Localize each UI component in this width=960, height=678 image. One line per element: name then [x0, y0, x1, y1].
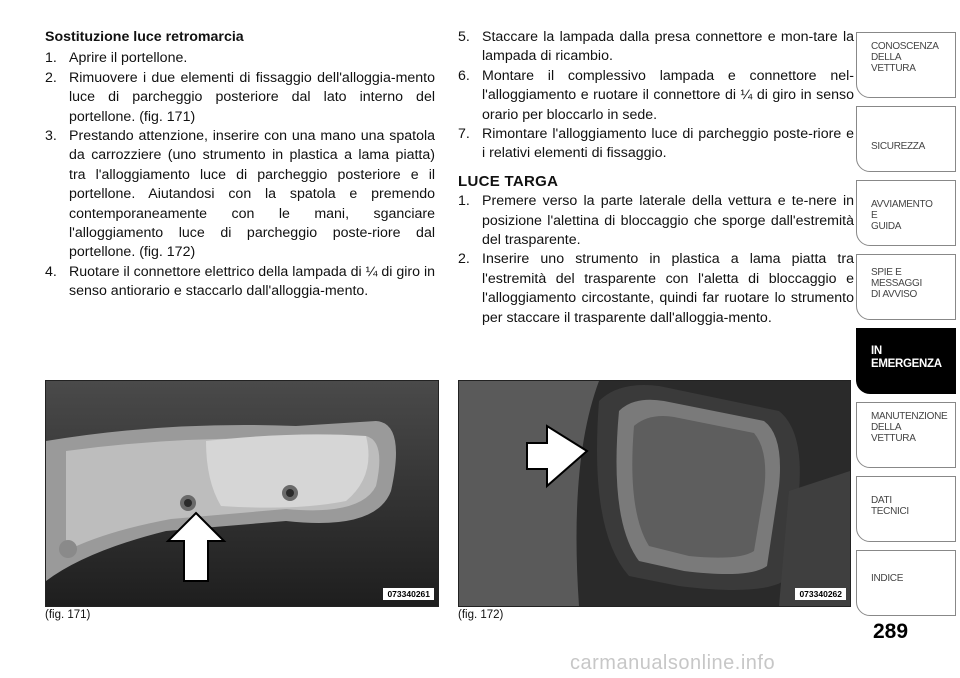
- figure-172-photo: [458, 380, 851, 607]
- step-text: Rimuovere i due elementi di fissaggio dell'alloggia-mento luce di parcheggio posteriore dal lato interno del portellone. (fig. 171): [69, 69, 435, 125]
- tab-label-line: MESSAGGI: [871, 278, 922, 289]
- step-text: Montare il complessivo lampada e connettore nel-l'alloggiamento e ruotare il connettore di ¼ di giro in senso orario per bloccarlo in sede.: [482, 67, 854, 123]
- tab-label-line: TECNICI: [871, 506, 909, 517]
- step-text: Rimontare l'alloggiamento luce di parcheggio poste-riore e i relativi elementi di fissaggio.: [482, 126, 854, 162]
- step-number: 3.: [45, 128, 57, 145]
- tab-label-line: DATI: [871, 495, 892, 506]
- tab-conoscenza-vettura[interactable]: [856, 32, 956, 98]
- step-number: 6.: [458, 67, 470, 84]
- tab-label-line: DI AVVISO: [871, 289, 918, 300]
- chapter-sidebar: [856, 0, 960, 678]
- step-number: 2.: [45, 69, 57, 86]
- step-text: Premere verso la parte laterale della vettura e te-nere in posizione l'alettina di bloccaggio che sporge dall'estremità del trasparente.: [482, 193, 854, 249]
- tab-label-line: DELLA: [871, 422, 902, 433]
- left-column: [45, 28, 435, 302]
- tab-label-line: SICUREZZA: [871, 141, 925, 152]
- right-column: [458, 28, 854, 328]
- tab-label-line: VETTURA: [871, 63, 916, 74]
- tab-sicurezza[interactable]: [856, 106, 956, 172]
- right-steps-list: [458, 28, 854, 164]
- tab-label-line: MANUTENZIONE: [871, 411, 948, 422]
- step-number: 7.: [458, 126, 470, 143]
- tab-label-line: CONOSCENZA: [871, 41, 939, 52]
- figure-172-caption: (fig. 172): [458, 609, 504, 621]
- lamp-housing-illustration: [459, 381, 850, 606]
- step-item: [458, 250, 854, 328]
- step-item: [45, 263, 435, 302]
- page-number: 289: [873, 620, 909, 643]
- step-number: 5.: [458, 29, 470, 45]
- step-item: [458, 28, 854, 67]
- figure-code: 073340262: [795, 588, 846, 600]
- step-number: 1.: [458, 193, 470, 210]
- step-item: [458, 67, 854, 125]
- step-number: 4.: [45, 263, 57, 280]
- tab-in-emergenza[interactable]: [856, 328, 956, 394]
- step-text: Aprire il portellone.: [69, 50, 188, 67]
- step-item: [458, 192, 854, 250]
- left-steps-list: [45, 49, 435, 301]
- figure-code: 073340261: [383, 588, 434, 600]
- targa-steps-list: [458, 192, 854, 328]
- step-item: [45, 127, 435, 263]
- step-text: Inserire uno strumento in plastica a lama piatta tra l'estremità del trasparente con l'aletta di bloccaggio e l'alloggiamento circostante, quindi far ruotare lo strumento per staccare il trasparente dall'alloggia-mento.: [482, 251, 854, 326]
- figure-171-caption: (fig. 171): [45, 609, 91, 621]
- step-item: [45, 69, 435, 127]
- tab-label-line: DELLA: [871, 52, 902, 63]
- tab-label-line: VETTURA: [871, 433, 916, 444]
- tailgate-interior-illustration: [46, 381, 438, 606]
- tab-spie-messaggi[interactable]: [856, 254, 956, 320]
- tab-label-line: SPIE E: [871, 267, 902, 278]
- tab-manutenzione-vettura[interactable]: [856, 402, 956, 468]
- section-heading-luce-targa: LUCE TARGA: [458, 172, 559, 190]
- tab-label-line: E: [871, 210, 878, 221]
- step-item: [45, 49, 435, 68]
- step-number: 1.: [45, 50, 57, 67]
- step-text: Staccare la lampada dalla presa connettore e mon-tare la lampada di ricambio.: [482, 29, 854, 65]
- tab-dati-tecnici[interactable]: [856, 476, 956, 542]
- tab-avviamento-guida[interactable]: [856, 180, 956, 246]
- tab-label-line: INDICE: [871, 573, 904, 584]
- step-item: [458, 125, 854, 164]
- step-number: 2.: [458, 251, 470, 268]
- tab-label-line: EMERGENZA: [871, 358, 942, 370]
- step-text: Ruotare il connettore elettrico della lampada di ¼ di giro in senso antiorario e staccarlo dall'alloggia-mento.: [69, 263, 435, 300]
- tab-label-line: AVVIAMENTO: [871, 199, 933, 210]
- step-text: Prestando attenzione, inserire con una mano una spatola da carrozziere (uno strumento in plastica a lama piatta) tra l'alloggiamento luce di parcheggio posteriore e il portellone. Aiutandosi con la spatola e premendo contemporaneamente con le mani, sganciare l'alloggiamento luce di parcheggio poste-riore dal portellone. (fig. 172): [69, 128, 435, 261]
- tab-label-line: GUIDA: [871, 221, 902, 232]
- watermark-text: carmanualsonline.info: [570, 652, 776, 674]
- figure-171-photo: [45, 380, 439, 607]
- tab-label-line: IN: [871, 345, 882, 357]
- tab-indice[interactable]: [856, 550, 956, 616]
- section-heading-retromarcia: Sostituzione luce retromarcia: [45, 29, 244, 45]
